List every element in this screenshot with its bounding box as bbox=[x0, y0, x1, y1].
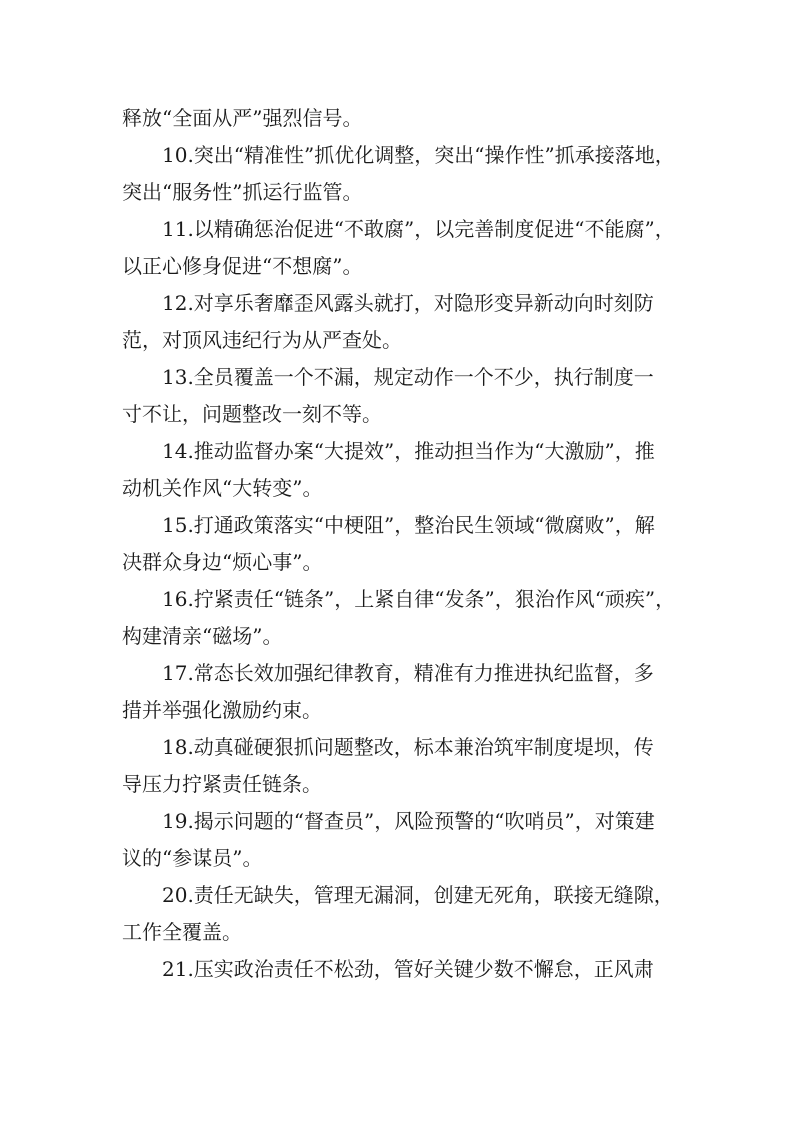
paragraph-line: 措并举强化激励约束。 bbox=[122, 698, 322, 722]
paragraph-line: 动机关作风“大转变”。 bbox=[122, 476, 323, 500]
paragraph-line: 导压力拧紧责任链条。 bbox=[122, 772, 322, 796]
paragraph-line: 决群众身边“烦心事”。 bbox=[122, 550, 323, 574]
paragraph-start-line: 14.推动监督办案“大提效”，推动担当作为“大激励”，推 bbox=[162, 439, 655, 463]
paragraph-start-line: 21.压实政治责任不松劲，管好关键少数不懈怠，正风肃 bbox=[162, 957, 654, 981]
paragraph-start-line: 20.责任无缺失，管理无漏洞，创建无死角，联接无缝隙， bbox=[162, 883, 674, 907]
paragraph-start-line: 18.动真碰硬狠抓问题整改，标本兼治筑牢制度堤坝，传 bbox=[162, 735, 654, 759]
paragraph-start-line: 16.拧紧责任“链条”，上紧自律“发条”，狠治作风“顽疾”， bbox=[162, 587, 676, 611]
paragraph-start-line: 13.全员覆盖一个不漏，规定动作一个不少，执行制度一 bbox=[162, 365, 654, 389]
paragraph-line: 构建清亲“磁场”。 bbox=[122, 624, 283, 648]
document-body bbox=[122, 100, 677, 988]
paragraph-start-line: 11.以精确惩治促进“不敢腐”，以完善制度促进“不能腐”， bbox=[162, 217, 675, 241]
paragraph-start-line: 10.突出“精准性”抓优化调整，突出“操作性”抓承接落地， bbox=[162, 143, 675, 167]
paragraph-line: 寸不让，问题整改一刻不等。 bbox=[122, 402, 382, 426]
paragraph-line: 释放“全面从严”强烈信号。 bbox=[122, 106, 363, 130]
paragraph-line: 以正心修身促进“不想腐”。 bbox=[122, 254, 363, 278]
paragraph-start-line: 12.对享乐奢靡歪风露头就打，对隐形变异新动向时刻防 bbox=[162, 291, 654, 315]
paragraph-start-line: 17.常态长效加强纪律教育，精准有力推进执纪监督，多 bbox=[162, 661, 654, 685]
paragraph-start-line: 19.揭示问题的“督查员”，风险预警的“吹哨员”，对策建 bbox=[162, 809, 655, 833]
paragraph-line: 范，对顶风违纪行为从严查处。 bbox=[122, 328, 402, 352]
paragraph-start-line: 15.打通政策落实“中梗阻”，整治民生领域“微腐败”，解 bbox=[162, 513, 655, 537]
paragraph-line: 突出“服务性”抓运行监管。 bbox=[122, 180, 363, 204]
paragraph-line: 工作全覆盖。 bbox=[122, 920, 242, 944]
paragraph-line: 议的“参谋员”。 bbox=[122, 846, 263, 870]
